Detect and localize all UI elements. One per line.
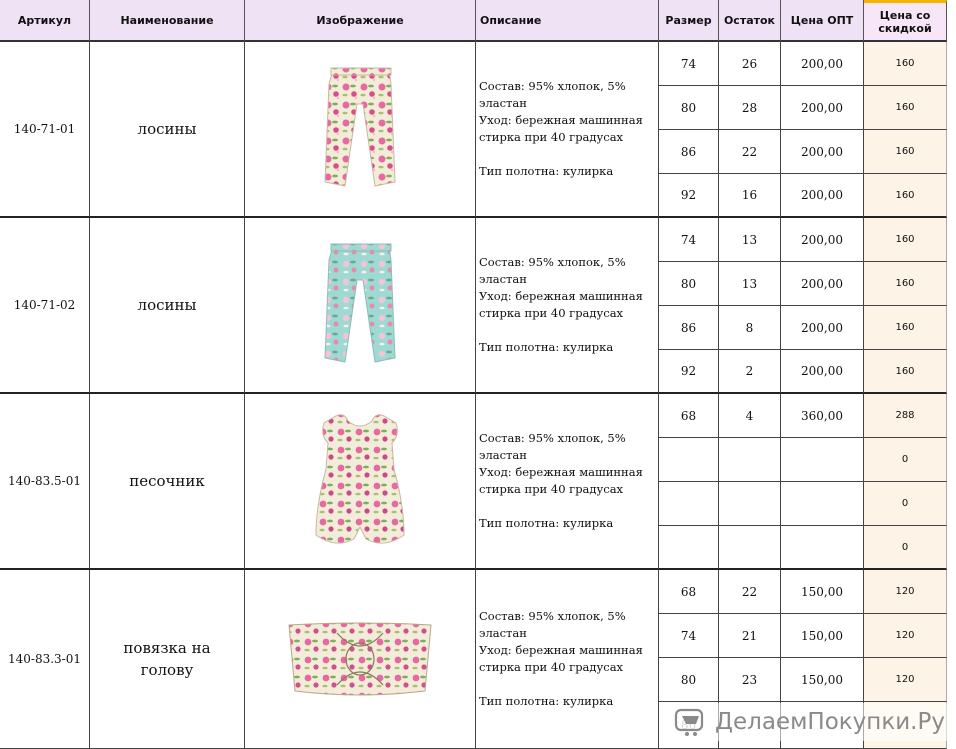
product-name[interactable]: лосины bbox=[90, 42, 245, 218]
stock-cell[interactable]: 26 bbox=[719, 42, 781, 86]
size-cell[interactable]: 86 bbox=[659, 130, 719, 174]
header-name[interactable]: Наименование bbox=[90, 0, 245, 42]
header-image[interactable]: Изображение bbox=[245, 0, 476, 42]
product-description[interactable] bbox=[476, 394, 659, 570]
size-cell[interactable]: 74 bbox=[659, 42, 719, 86]
size-cell[interactable]: 80 bbox=[659, 658, 719, 702]
price-cell[interactable]: 200,00 bbox=[781, 130, 864, 174]
price-cell[interactable]: 200,00 bbox=[781, 350, 864, 394]
description-text: Состав: 95% хлопок, 5% эластан Уход: бережная машинная стирка при 40 градусах Тип полотна: кулирка bbox=[479, 609, 643, 708]
product-image-cell[interactable] bbox=[245, 218, 476, 394]
discount-cell[interactable]: 160 bbox=[864, 306, 947, 350]
size-cell[interactable]: 68 bbox=[659, 570, 719, 614]
discount-cell[interactable]: 0 bbox=[864, 482, 947, 526]
discount-cell[interactable]: 0 bbox=[864, 438, 947, 482]
discount-cell[interactable]: 0 bbox=[864, 526, 947, 570]
header-description[interactable]: Описание bbox=[476, 0, 659, 42]
site-watermark bbox=[673, 703, 956, 741]
product-name-text: повязка на голову bbox=[123, 639, 211, 679]
size-cell[interactable] bbox=[659, 438, 719, 482]
product-sku[interactable]: 140-71-01 bbox=[0, 42, 90, 218]
discount-cell[interactable]: 288 bbox=[864, 394, 947, 438]
size-cell[interactable]: 74 bbox=[659, 218, 719, 262]
header-sku[interactable]: Артикул bbox=[0, 0, 90, 42]
price-cell[interactable]: 200,00 bbox=[781, 306, 864, 350]
size-cell[interactable] bbox=[659, 526, 719, 570]
discount-cell[interactable]: 160 bbox=[864, 130, 947, 174]
size-cell[interactable]: 68 bbox=[659, 394, 719, 438]
cart-logo-icon bbox=[673, 707, 707, 737]
discount-cell[interactable]: 120 bbox=[864, 570, 947, 614]
description-text: Состав: 95% хлопок, 5% эластан Уход: бережная машинная стирка при 40 градусах Тип полотна: кулирка bbox=[479, 79, 643, 178]
price-cell[interactable]: 200,00 bbox=[781, 86, 864, 130]
size-cell[interactable] bbox=[659, 482, 719, 526]
stock-cell[interactable]: 8 bbox=[719, 306, 781, 350]
price-cell[interactable] bbox=[781, 526, 864, 570]
stock-cell[interactable]: 22 bbox=[719, 130, 781, 174]
price-cell[interactable]: 150,00 bbox=[781, 658, 864, 702]
stock-cell[interactable]: 4 bbox=[719, 394, 781, 438]
price-cell[interactable]: 200,00 bbox=[781, 42, 864, 86]
product-name[interactable]: песочник bbox=[90, 394, 245, 570]
price-cell[interactable]: 200,00 bbox=[781, 218, 864, 262]
header-discount[interactable]: Цена со скидкой bbox=[864, 0, 947, 42]
product-description[interactable] bbox=[476, 42, 659, 218]
price-cell[interactable] bbox=[781, 482, 864, 526]
floral-headband-image bbox=[285, 619, 435, 699]
discount-cell[interactable]: 160 bbox=[864, 174, 947, 218]
watermark-text: ДелаемПокупки.Ру bbox=[715, 709, 945, 735]
product-sku[interactable]: 140-71-02 bbox=[0, 218, 90, 394]
price-cell[interactable]: 360,00 bbox=[781, 394, 864, 438]
product-description[interactable] bbox=[476, 218, 659, 394]
price-cell[interactable]: 150,00 bbox=[781, 570, 864, 614]
stock-cell[interactable]: 21 bbox=[719, 614, 781, 658]
product-sku[interactable]: 140-83.5-01 bbox=[0, 394, 90, 570]
discount-cell[interactable]: 120 bbox=[864, 658, 947, 702]
discount-cell[interactable]: 160 bbox=[864, 42, 947, 86]
discount-cell[interactable]: 160 bbox=[864, 262, 947, 306]
price-cell[interactable]: 200,00 bbox=[781, 174, 864, 218]
size-cell[interactable]: 80 bbox=[659, 86, 719, 130]
header-stock[interactable]: Остаток bbox=[719, 0, 781, 42]
size-cell[interactable]: 92 bbox=[659, 350, 719, 394]
stock-cell[interactable] bbox=[719, 526, 781, 570]
stock-cell[interactable]: 23 bbox=[719, 658, 781, 702]
description-text: Состав: 95% хлопок, 5% эластан Уход: бережная машинная стирка при 40 градусах Тип полотна: кулирка bbox=[479, 431, 643, 530]
floral-leggings-pink-image bbox=[305, 64, 415, 194]
product-name[interactable] bbox=[90, 570, 245, 749]
product-image-cell[interactable] bbox=[245, 42, 476, 218]
product-name[interactable]: лосины bbox=[90, 218, 245, 394]
header-price[interactable]: Цена ОПТ bbox=[781, 0, 864, 42]
stock-cell[interactable]: 2 bbox=[719, 350, 781, 394]
header-size[interactable]: Размер bbox=[659, 0, 719, 42]
discount-cell[interactable]: 160 bbox=[864, 86, 947, 130]
discount-cell[interactable]: 160 bbox=[864, 218, 947, 262]
stock-cell[interactable] bbox=[719, 438, 781, 482]
size-cell[interactable]: 80 bbox=[659, 262, 719, 306]
size-cell[interactable]: 86 bbox=[659, 306, 719, 350]
size-cell[interactable]: 92 bbox=[659, 174, 719, 218]
stock-cell[interactable]: 28 bbox=[719, 86, 781, 130]
product-image-cell[interactable] bbox=[245, 394, 476, 570]
price-cell[interactable]: 200,00 bbox=[781, 262, 864, 306]
stock-cell[interactable]: 13 bbox=[719, 262, 781, 306]
product-image-cell[interactable] bbox=[245, 570, 476, 749]
stock-cell[interactable] bbox=[719, 482, 781, 526]
price-cell[interactable]: 150,00 bbox=[781, 614, 864, 658]
description-text: Состав: 95% хлопок, 5% эластан Уход: бережная машинная стирка при 40 градусах Тип полотна: кулирка bbox=[479, 255, 643, 354]
floral-romper-image bbox=[300, 409, 420, 553]
discount-cell[interactable]: 160 bbox=[864, 350, 947, 394]
size-cell[interactable]: 74 bbox=[659, 614, 719, 658]
stock-cell[interactable]: 22 bbox=[719, 570, 781, 614]
product-sku[interactable]: 140-83.3-01 bbox=[0, 570, 90, 749]
floral-leggings-mint-image bbox=[305, 240, 415, 370]
price-cell[interactable] bbox=[781, 438, 864, 482]
stock-cell[interactable]: 16 bbox=[719, 174, 781, 218]
product-description[interactable] bbox=[476, 570, 659, 749]
stock-cell[interactable]: 13 bbox=[719, 218, 781, 262]
discount-cell[interactable]: 120 bbox=[864, 614, 947, 658]
